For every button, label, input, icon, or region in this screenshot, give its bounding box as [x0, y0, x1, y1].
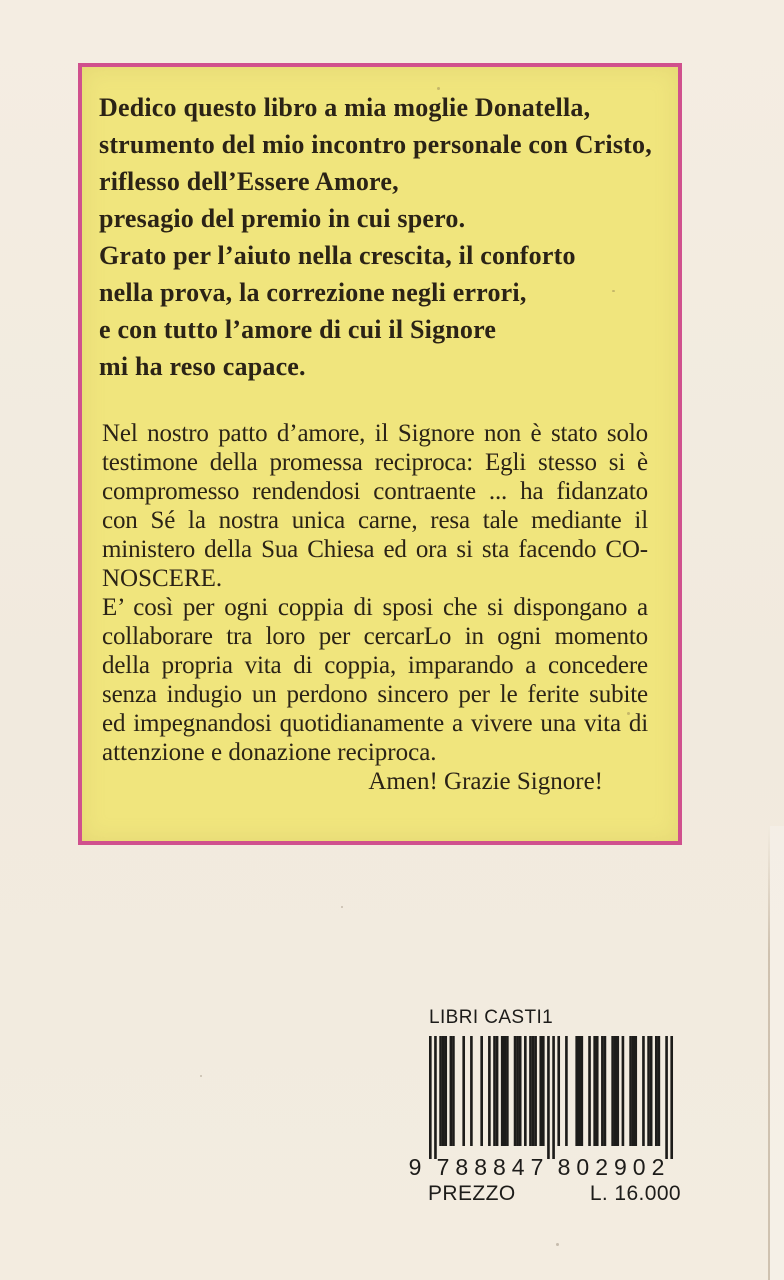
- quote-line: della propria vita di coppia, imparando a concedere: [102, 652, 648, 679]
- quote-line: NOSCERE.: [102, 565, 223, 592]
- barcode-bars: [429, 1036, 673, 1159]
- ean13-barcode: [401, 1036, 681, 1178]
- quote-line: con Sé la nostra unica carne, resa tale mediante il: [102, 507, 648, 534]
- dedication-line: mi ha reso capace.: [99, 352, 306, 381]
- quote-line: senza indugio un perdono sincero per le ferite subite: [102, 681, 648, 708]
- paper-speck: [200, 1075, 202, 1077]
- quote-line: ministero della Sua Chiesa ed ora si sta facendo CO-: [102, 536, 648, 563]
- quote-line: attenzione e donazione reciproca.: [102, 739, 437, 766]
- barcode-label: LIBRI CASTI1: [429, 1007, 554, 1028]
- barcode-digit-group: 9: [408, 1154, 422, 1178]
- quote-line: Nel nostro patto d’amore, il Signore non è stato solo: [102, 420, 648, 447]
- dedication-line: presagio del premio in cui spero.: [99, 204, 466, 233]
- quote-line: testimone della promessa reciproca: Egli stesso si è: [102, 449, 648, 476]
- quote-line: compromesso rendendosi contraente ... ha fidanzato: [102, 478, 648, 505]
- price-row: [428, 1181, 681, 1206]
- price-label: PREZZO: [428, 1182, 516, 1205]
- quote-line: collaborare tra loro per cercarLo in ogni momento: [102, 623, 648, 650]
- dedication-line: e con tutto l’amore di cui il Signore: [99, 315, 497, 344]
- dedication-line: Dedico questo libro a mia moglie Donatella,: [99, 93, 591, 122]
- paper-speck: [556, 1243, 559, 1246]
- paper-speck: [612, 290, 615, 292]
- barcode-digit-group: 802902: [557, 1154, 671, 1178]
- dedication-line: Grato per l’aiuto nella crescita, il conforto: [99, 241, 576, 270]
- quote-text: [102, 419, 648, 796]
- quote-line: E’ così per ogni coppia di sposi che si dispongano a: [102, 594, 648, 621]
- dedication-line: nella prova, la correzione negli errori,: [99, 278, 527, 307]
- book-edge-highlight: [770, 826, 784, 1280]
- dedication-line: riflesso dell’Essere Amore,: [99, 167, 399, 196]
- dedication-text: [99, 89, 664, 385]
- quote-line: ed impegnandosi quotidianamente a vivere una vita di: [102, 710, 648, 737]
- dedication-line: strumento del mio incontro personale con Cristo,: [99, 130, 652, 159]
- price-value: L. 16.000: [589, 1182, 681, 1205]
- paper-speck: [341, 906, 343, 908]
- paper-speck: [437, 87, 440, 90]
- paper-speck: [627, 712, 630, 715]
- quote-closing-line: Amen! Grazie Signore!: [368, 768, 603, 795]
- barcode-digit-group: 788847: [436, 1154, 550, 1178]
- dedication-panel: [78, 63, 682, 845]
